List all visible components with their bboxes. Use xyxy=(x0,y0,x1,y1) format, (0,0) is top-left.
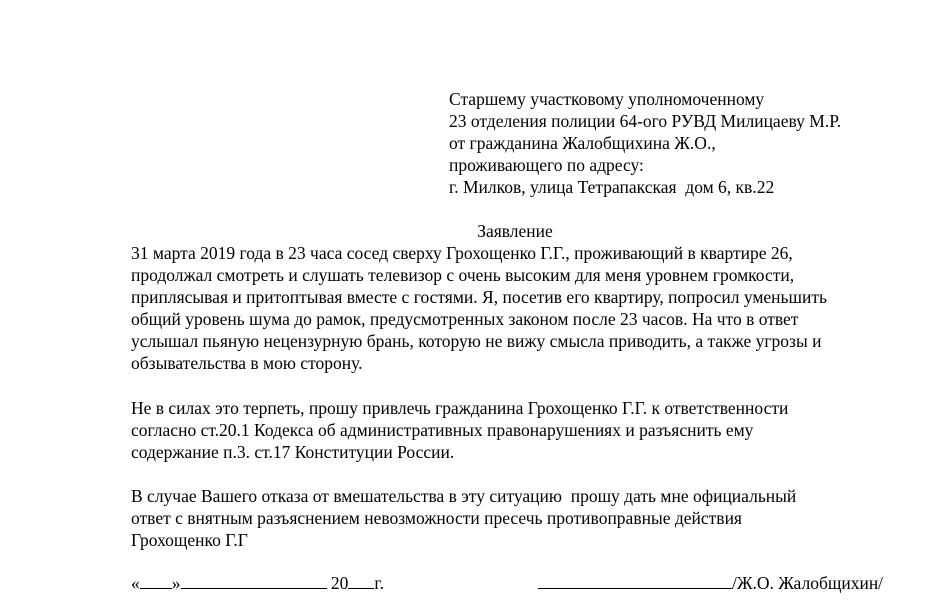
date-field xyxy=(131,572,384,594)
signer-name: /Ж.О. Жалобщихин/ xyxy=(732,573,884,593)
paragraph-line: обзывательства в мою сторону. xyxy=(131,353,363,373)
paragraph-line: услышал пьяную нецензурную брань, которую не вижу смысла приводить, а также угрозы и xyxy=(131,331,822,351)
paragraph-line: продолжал смотреть и слушать телевизор с очень высоким для меня уровнем громкости, xyxy=(131,265,795,285)
sender-address: г. Милков, улица Тетрапакская дом 6, кв.22 xyxy=(449,177,775,197)
signature-field xyxy=(538,572,883,594)
year-suffix: г. xyxy=(374,573,384,593)
addressee-line: Старшему участковому уполномоченному xyxy=(449,89,765,109)
paragraph-line: Не в силах это терпеть, прошу привлечь гражданина Грохощенко Г.Г. к ответственности xyxy=(131,398,789,418)
month-blank xyxy=(181,572,327,589)
day-blank xyxy=(140,572,172,589)
paragraph-line: согласно ст.20.1 Кодекса об административных правонарушениях и разъяснить ему xyxy=(131,420,754,440)
paragraph-line: В случае Вашего отказа от вмешательства в эту ситуацию прошу дать мне официальный xyxy=(131,486,797,506)
sender-address-label: проживающего по адресу: xyxy=(449,155,644,175)
paragraph-line: общий уровень шума до рамок, предусмотренных законом после 23 часов. На что в ответ xyxy=(131,309,799,329)
paragraph-line: 31 марта 2019 года в 23 часа сосед сверху Грохощенко Г.Г., проживающий в квартире 26, xyxy=(131,243,793,263)
close-quote: » xyxy=(171,573,181,593)
year-blank xyxy=(348,572,374,589)
signature-blank xyxy=(538,572,732,589)
paragraph-line: содержание п.3. ст.17 Конституции России. xyxy=(131,442,455,462)
paragraph-line: приплясывая и притоптывая вместе с гостями. Я, посетив его квартиру, попросил уменьшить xyxy=(131,287,827,307)
addressee-line: 23 отделения полиции 64-ого РУВД Милицаеву М.Р. xyxy=(449,111,842,131)
open-quote: « xyxy=(131,573,140,593)
document-title: Заявление xyxy=(477,221,553,241)
paragraph-line: ответ с внятным разъяснением невозможности пресечь противоправные действия xyxy=(131,508,742,528)
sender-line: от гражданина Жалобщихина Ж.О., xyxy=(449,133,716,153)
century-text: 20 xyxy=(330,573,349,593)
paragraph-line: Грохощенко Г.Г xyxy=(131,530,248,550)
